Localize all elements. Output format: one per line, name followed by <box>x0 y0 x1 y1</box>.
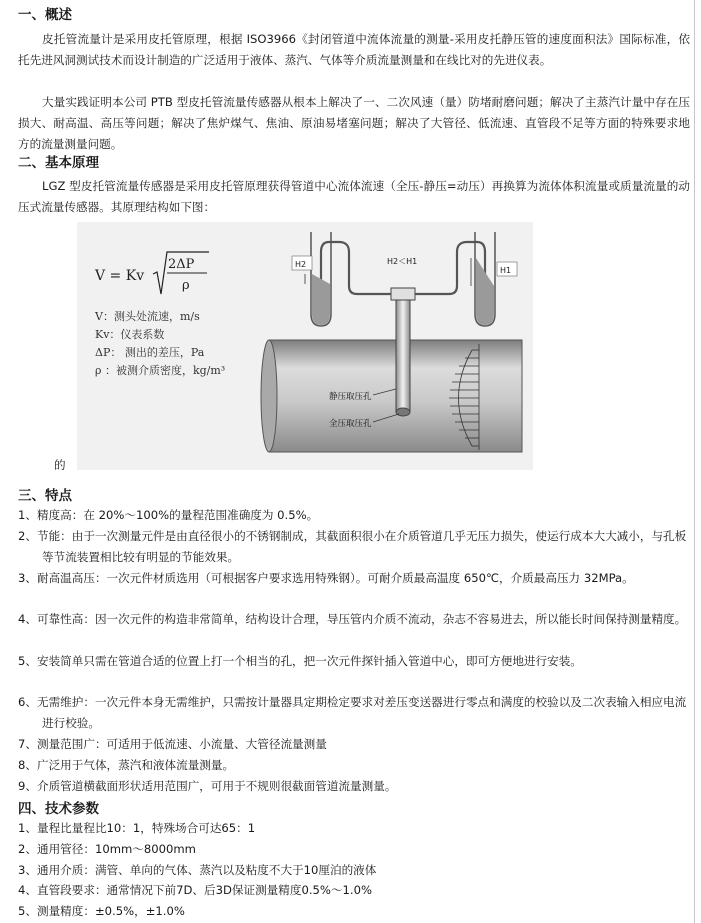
overview-paragraph-1: 皮托管流量计是采用皮托管原理，根据 ISO3966《封闭管道中流体流量的测量-采用皮托静压管的速度面积法》国际标准，依托先进风洞测试技术而设计制造的广泛适用于液体、蒸汽、气体等介质流量测量和在线比对的先进仪表。 <box>18 32 690 67</box>
overview-paragraph-2: 大量实践证明本公司 PTB 型皮托管流量传感器从根本上解决了一、二次风速（量）防堵耐磨问题；解决了主蒸汽计量中存在压损大、耐高温、高压等问题；解决了焦炉煤气、焦油、原油易堵塞问题；解决了大管径、低流速、直管段不足等方面的特殊要求地方的流量测量问题。 <box>18 95 690 151</box>
pipe-body <box>265 340 522 452</box>
h1-label: H1 <box>500 266 512 275</box>
probe-tip <box>396 408 410 416</box>
pitot-diagram <box>77 222 533 470</box>
legend-line-3: ΔP： 测出的差压，Pa <box>95 346 205 359</box>
legend-line-2: Kv：仪表系数 <box>95 328 165 341</box>
section-title-principle: 二、基本原理 <box>18 155 99 171</box>
left-manometer-liquid <box>312 274 330 325</box>
h2-less-than-h1-label: H2＜H1 <box>387 257 418 266</box>
page-edge-line <box>694 0 695 923</box>
section-title-specs: 四、技术参数 <box>18 801 99 817</box>
formula-numerator: 2ΔP <box>168 257 195 272</box>
pitot-probe <box>396 300 410 412</box>
legend-line-4: ρ ：被测介质密度，kg/m³ <box>95 364 226 377</box>
formula-denominator: ρ <box>182 278 190 293</box>
feature-item-2: 2、节能：由于一次测量元件是由直径很小的不锈钢制成，其截面积很小在介质管道几乎无压力损失，使运行成本大大减小，与孔板等节流装置相比较有明显的节能效果。 <box>18 529 687 564</box>
h2-label: H2 <box>295 260 307 269</box>
section-title-features: 三、特点 <box>18 488 72 504</box>
pitot-principle-figure <box>77 222 533 470</box>
feature-item-9: 9、介质管道横截面形状适用范围广，可用于不规则很截面管道流量测量。 <box>18 779 397 793</box>
spec-item-5: 5、测量精度：±0.5%，±1.0% <box>18 904 185 918</box>
feature-item-8: 8、广泛用于气体，蒸汽和液体流量测量。 <box>18 758 235 772</box>
spec-item-4: 4、直管段要求：通常情况下前7D、后3D保证测量精度0.5%～1.0% <box>18 883 372 897</box>
spec-item-2: 2、通用管径：10mm～8000mm <box>18 842 196 856</box>
figure-trailing-text: 的 <box>54 458 66 472</box>
spec-item-1: 1、量程比量程比10：1，特殊场合可达65：1 <box>18 821 256 835</box>
probe-head <box>391 288 415 300</box>
feature-item-7: 7、测量范围广：可适用于低流速、小流量、大管径流量测量 <box>18 737 327 751</box>
section-title-overview: 一、概述 <box>18 7 72 23</box>
static-tap-label: 静压取压孔 <box>329 392 372 402</box>
total-tap-label: 全压取压孔 <box>329 419 372 429</box>
principle-paragraph: LGZ 型皮托管流量传感器是采用皮托管原理获得管道中心流体流速（全压-静压=动压）再换算为流体体积流量或质量流量的动压式流量传感器。其原理结构如下图： <box>18 179 690 214</box>
feature-item-4: 4、可靠性高：因一次元件的构造非常简单，结构设计合理，导压管内介质不流动，杂志不容易进去，所以能长时间保持测量精度。 <box>18 612 687 626</box>
spec-item-3: 3、通用介质：满管、单向的气体、蒸汽以及粘度不大于10厘泊的液体 <box>18 863 377 877</box>
formula-lhs: V = Kv <box>95 268 145 284</box>
feature-item-5: 5、安装简单只需在管道合适的位置上打一个相当的孔，把一次元件探针插入管道中心，即可方便地进行安装。 <box>18 654 582 668</box>
feature-item-6: 6、无需维护：一次元件本身无需维护，只需按计量器具定期检定要求对差压变送器进行零点和满度的校验以及二次表输入相应电流进行校验。 <box>18 695 687 730</box>
feature-item-1: 1、精度高：在 20%～100%的量程范围准确度为 0.5%。 <box>18 508 319 522</box>
legend-line-1: V：测头处流速，m/s <box>95 310 200 323</box>
feature-item-3: 3、耐高温高压：一次元件材质选用（可根据客户要求选用特殊钢）。可耐介质最高温度 650℃，介质最高压力 32MPa。 <box>18 571 634 585</box>
pipe-end <box>261 340 277 452</box>
